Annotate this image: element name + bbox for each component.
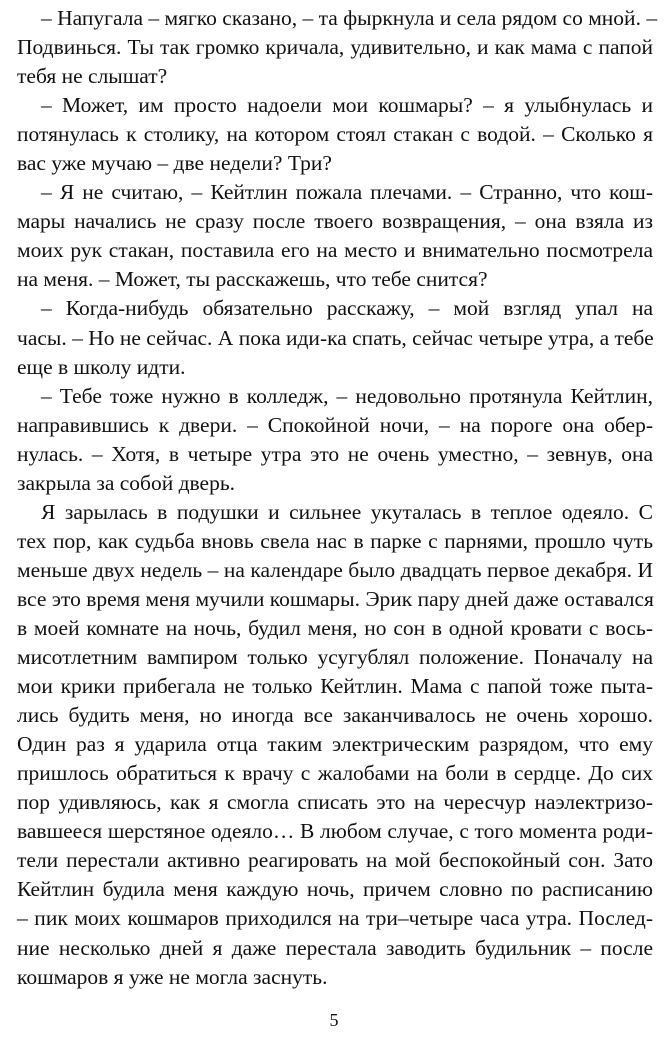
text-line: меньше двух недель – на календаре было двадцать первое декабря. И [17, 557, 653, 582]
text-line: – пик моих кошмаров приходился на три–четыре часа утра. Послед- [17, 906, 653, 931]
text-line: вавшееся шерстяное одеяло… В любом случае, с того момента роди- [17, 819, 653, 844]
text-line: часы. – Но не сейчас. А пока иди-ка спать, сейчас четыре утра, а тебе [17, 325, 654, 350]
page-number: 5 [329, 1010, 339, 1030]
text-line: тели перестали активно реагировать на мой беспокойный сон. Зато [17, 848, 653, 873]
text-line: – Напугала – мягко сказано, – та фыркнула и села рядом со мной. – [41, 6, 658, 30]
text-line: – Я не считаю, – Кейтлин пожала плечами. – Странно, что кош- [41, 180, 653, 205]
text-line: моих рук стакан, поставила его на место и внимательно посмотрела [17, 238, 653, 263]
text-line: – Может, им просто надоели мои кошмары? – я улыбнулась и [41, 93, 653, 118]
text-line: – Тебе тоже нужно в колледж, – недовольно протянула Кейтлин, [41, 383, 653, 408]
text-line: Подвинься. Ты так громко кричала, удивительно, и как мама с папой [17, 35, 653, 60]
body-text [17, 4, 658, 992]
text-line: Я зарылась в подушки и сильнее укуталась в теплое одеяло. С [41, 499, 653, 524]
text-line: – Когда-нибудь обязательно расскажу, – мой взгляд упал на [41, 296, 653, 321]
text-line: пор удивляюсь, как я смогла списать это на чересчур наэлектризо- [17, 790, 653, 815]
text-line: на меня. – Может, ты расскажешь, что тебе снится? [17, 267, 488, 292]
text-line: мои крики прибегала не только Кейтлин. Мама с папой тоже пыта- [17, 674, 653, 699]
text-line: Один раз я ударила отца таким электрическим разрядом, что ему [17, 732, 653, 757]
text-line: все это время меня мучили кошмары. Эрик пару дней даже оставался [17, 586, 654, 611]
text-line: закрыла за собой дверь. [17, 470, 236, 495]
text-line: вас уже мучаю – две недели? Три? [17, 151, 332, 176]
text-line: ние несколько дней я даже перестала заводить будильник – после [17, 935, 653, 960]
text-line: нулась. – Хотя, в четыре утра это не очень уместно, – зевнув, она [17, 441, 653, 466]
text-line: направившись к двери. – Спокойной ночи, – на пороге она обер- [17, 412, 653, 437]
text-line: потянулась к столику, на котором стоял стакан с водой. – Сколько я [17, 122, 653, 147]
text-line: Кейтлин будила меня каждую ночь, причем словно по расписанию [17, 877, 653, 902]
text-line: лись будить меня, но иногда все заканчивалось не очень хорошо. [17, 703, 653, 728]
text-line: кошмаров я уже не могла заснуть. [17, 964, 328, 989]
text-line: еще в школу идти. [17, 354, 186, 379]
text-line: тех пор, как судьба вновь свела нас в парке с парнями, прошло чуть [17, 528, 653, 553]
text-line: в моей комнате на ночь, будил меня, но сон в одной кровати с вось- [17, 615, 653, 640]
text-line: пришлось обратиться к врачу с жалобами на боли в сердце. До сих [17, 761, 653, 786]
text-line: мисотлетним вампиром только усугублял положение. Поначалу на [17, 645, 653, 670]
text-line: тебя не слышат? [17, 64, 168, 89]
text-line: мары начались не сразу после твоего возвращения, – она взяла из [17, 209, 653, 234]
